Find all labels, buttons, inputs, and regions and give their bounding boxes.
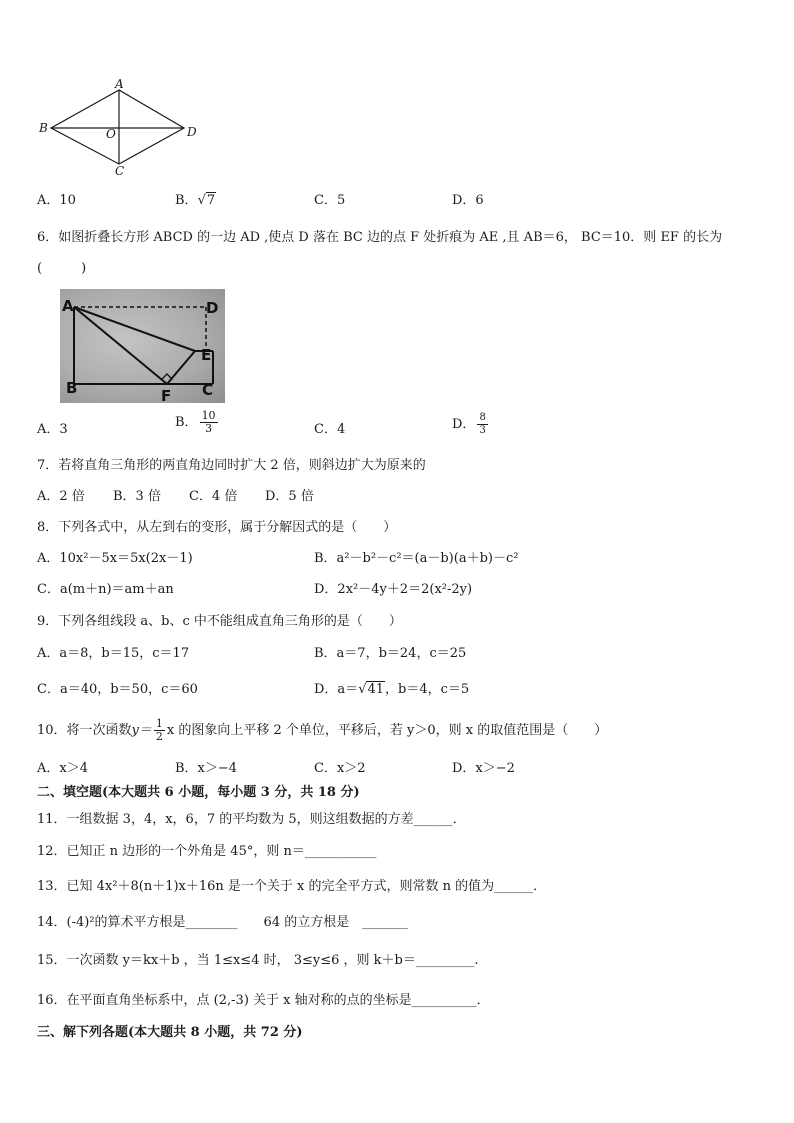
section-2-heading: 二、填空题(本大题共 6 小题，每小题 3 分，共 18 分) [37, 785, 360, 800]
rhombus-figure [36, 78, 206, 178]
q16-text: 16．在平面直角坐标系中，点 (2,-3) 关于 x 轴对称的点的坐标是__________． [37, 993, 490, 1008]
label-b: B [39, 121, 48, 135]
q6-text: 6．如图折叠长方形 ABCD 的一边 AD ,使点 D 落在 BC 边的点 F 处折痕为 AE ,且 AB＝6， BC＝10．则 EF 的长为 [37, 230, 723, 245]
label-o: O [106, 127, 116, 141]
q7-option-c: C．4 倍 [189, 489, 238, 504]
q5-option-b: B．√7 [175, 193, 216, 208]
q10-text: 10．将一次函数y＝ $\frac{1}{2}$ x 的图象向上平移 2 个单位，平移后，若 y＞0，则 x 的取值范围是（ ） [37, 717, 608, 743]
q6-option-d: D． $\frac{8}{3}$ [452, 412, 486, 436]
q7-option-b: B．3 倍 [113, 489, 161, 504]
q7-option-a: A．2 倍 [37, 489, 85, 504]
label-c: C [115, 164, 125, 178]
q9-option-c: C．a＝40，b＝50，c＝60 [37, 682, 198, 697]
q13-text: 13．已知 4x²＋8(n＋1)x＋16n 是一个关于 x 的完全平方式，则常数 n 的值为______． [37, 879, 547, 894]
section-3-heading: 三、解下列各题(本大题共 8 小题，共 72 分) [37, 1025, 303, 1040]
q9-option-a: A．a＝8，b＝15，c＝17 [37, 646, 190, 661]
q9-text: 9．下列各组线段 a、b、c 中不能组成直角三角形的是（ ） [37, 614, 402, 629]
rhombus-outline [51, 90, 184, 164]
q7-option-d: D．5 倍 [265, 489, 314, 504]
q10-option-c: C．x＞2 [314, 761, 366, 776]
q8-text: 8．下列各式中，从左到右的变形，属于分解因式的是（ ） [37, 520, 397, 535]
q5-option-a: A．10 [37, 193, 76, 208]
q8-option-a: A．10x²－5x＝5x(2x－1) [37, 551, 193, 566]
q6-paren: ( ) [37, 261, 87, 276]
q8-option-b: B．a²－b²－c²＝(a－b)(a＋b)－c² [314, 551, 519, 566]
folding-figure [60, 289, 225, 403]
q8-option-d: D．2x²－4y＋2＝2(x²-2y) [314, 582, 473, 597]
q15-text: 15．一次函数 y＝kx＋b ，当 1≤x≤4 时， 3≤y≤6 ，则 k＋b＝_________. [37, 953, 479, 968]
q7-text: 7．若将直角三角形的两直角边同时扩大 2 倍，则斜边扩大为原来的 [37, 458, 426, 473]
svg-text:C: C [202, 381, 214, 399]
q12-text: 12．已知正 n 边形的一个外角是 45°，则 n＝___________ [37, 844, 377, 859]
svg-text:B: B [66, 379, 78, 397]
q8-option-c: C．a(m＋n)＝am＋an [37, 582, 174, 597]
label-d: D [187, 125, 197, 139]
q5-option-c: C．5 [314, 193, 346, 208]
q5-option-d: D．6 [452, 193, 484, 208]
svg-text:A: A [62, 297, 74, 315]
q10-option-d: D．x＞−2 [452, 761, 515, 776]
q14-text: 14．(-4)²的算术平方根是________ 64 的立方根是 _______ [37, 915, 408, 930]
q6-option-a: A．3 [37, 422, 68, 437]
q6-option-b: B． $\frac{10}{3}$ [175, 409, 216, 435]
svg-text:F: F [161, 387, 172, 403]
label-a: A [115, 78, 124, 91]
svg-text:E: E [201, 346, 212, 364]
q10-option-a: A．x＞4 [37, 761, 88, 776]
q9-option-b: B．a＝7，b＝24，c＝25 [314, 646, 467, 661]
svg-text:D: D [206, 299, 219, 317]
q10-option-b: B．x＞−4 [175, 761, 238, 776]
q9-option-d: D．a＝√41，b＝4，c＝5 [314, 682, 470, 697]
q6-option-c: C．4 [314, 422, 346, 437]
q11-text: 11．一组数据 3，4，x，6，7 的平均数为 5，则这组数据的方差______． [37, 812, 466, 827]
